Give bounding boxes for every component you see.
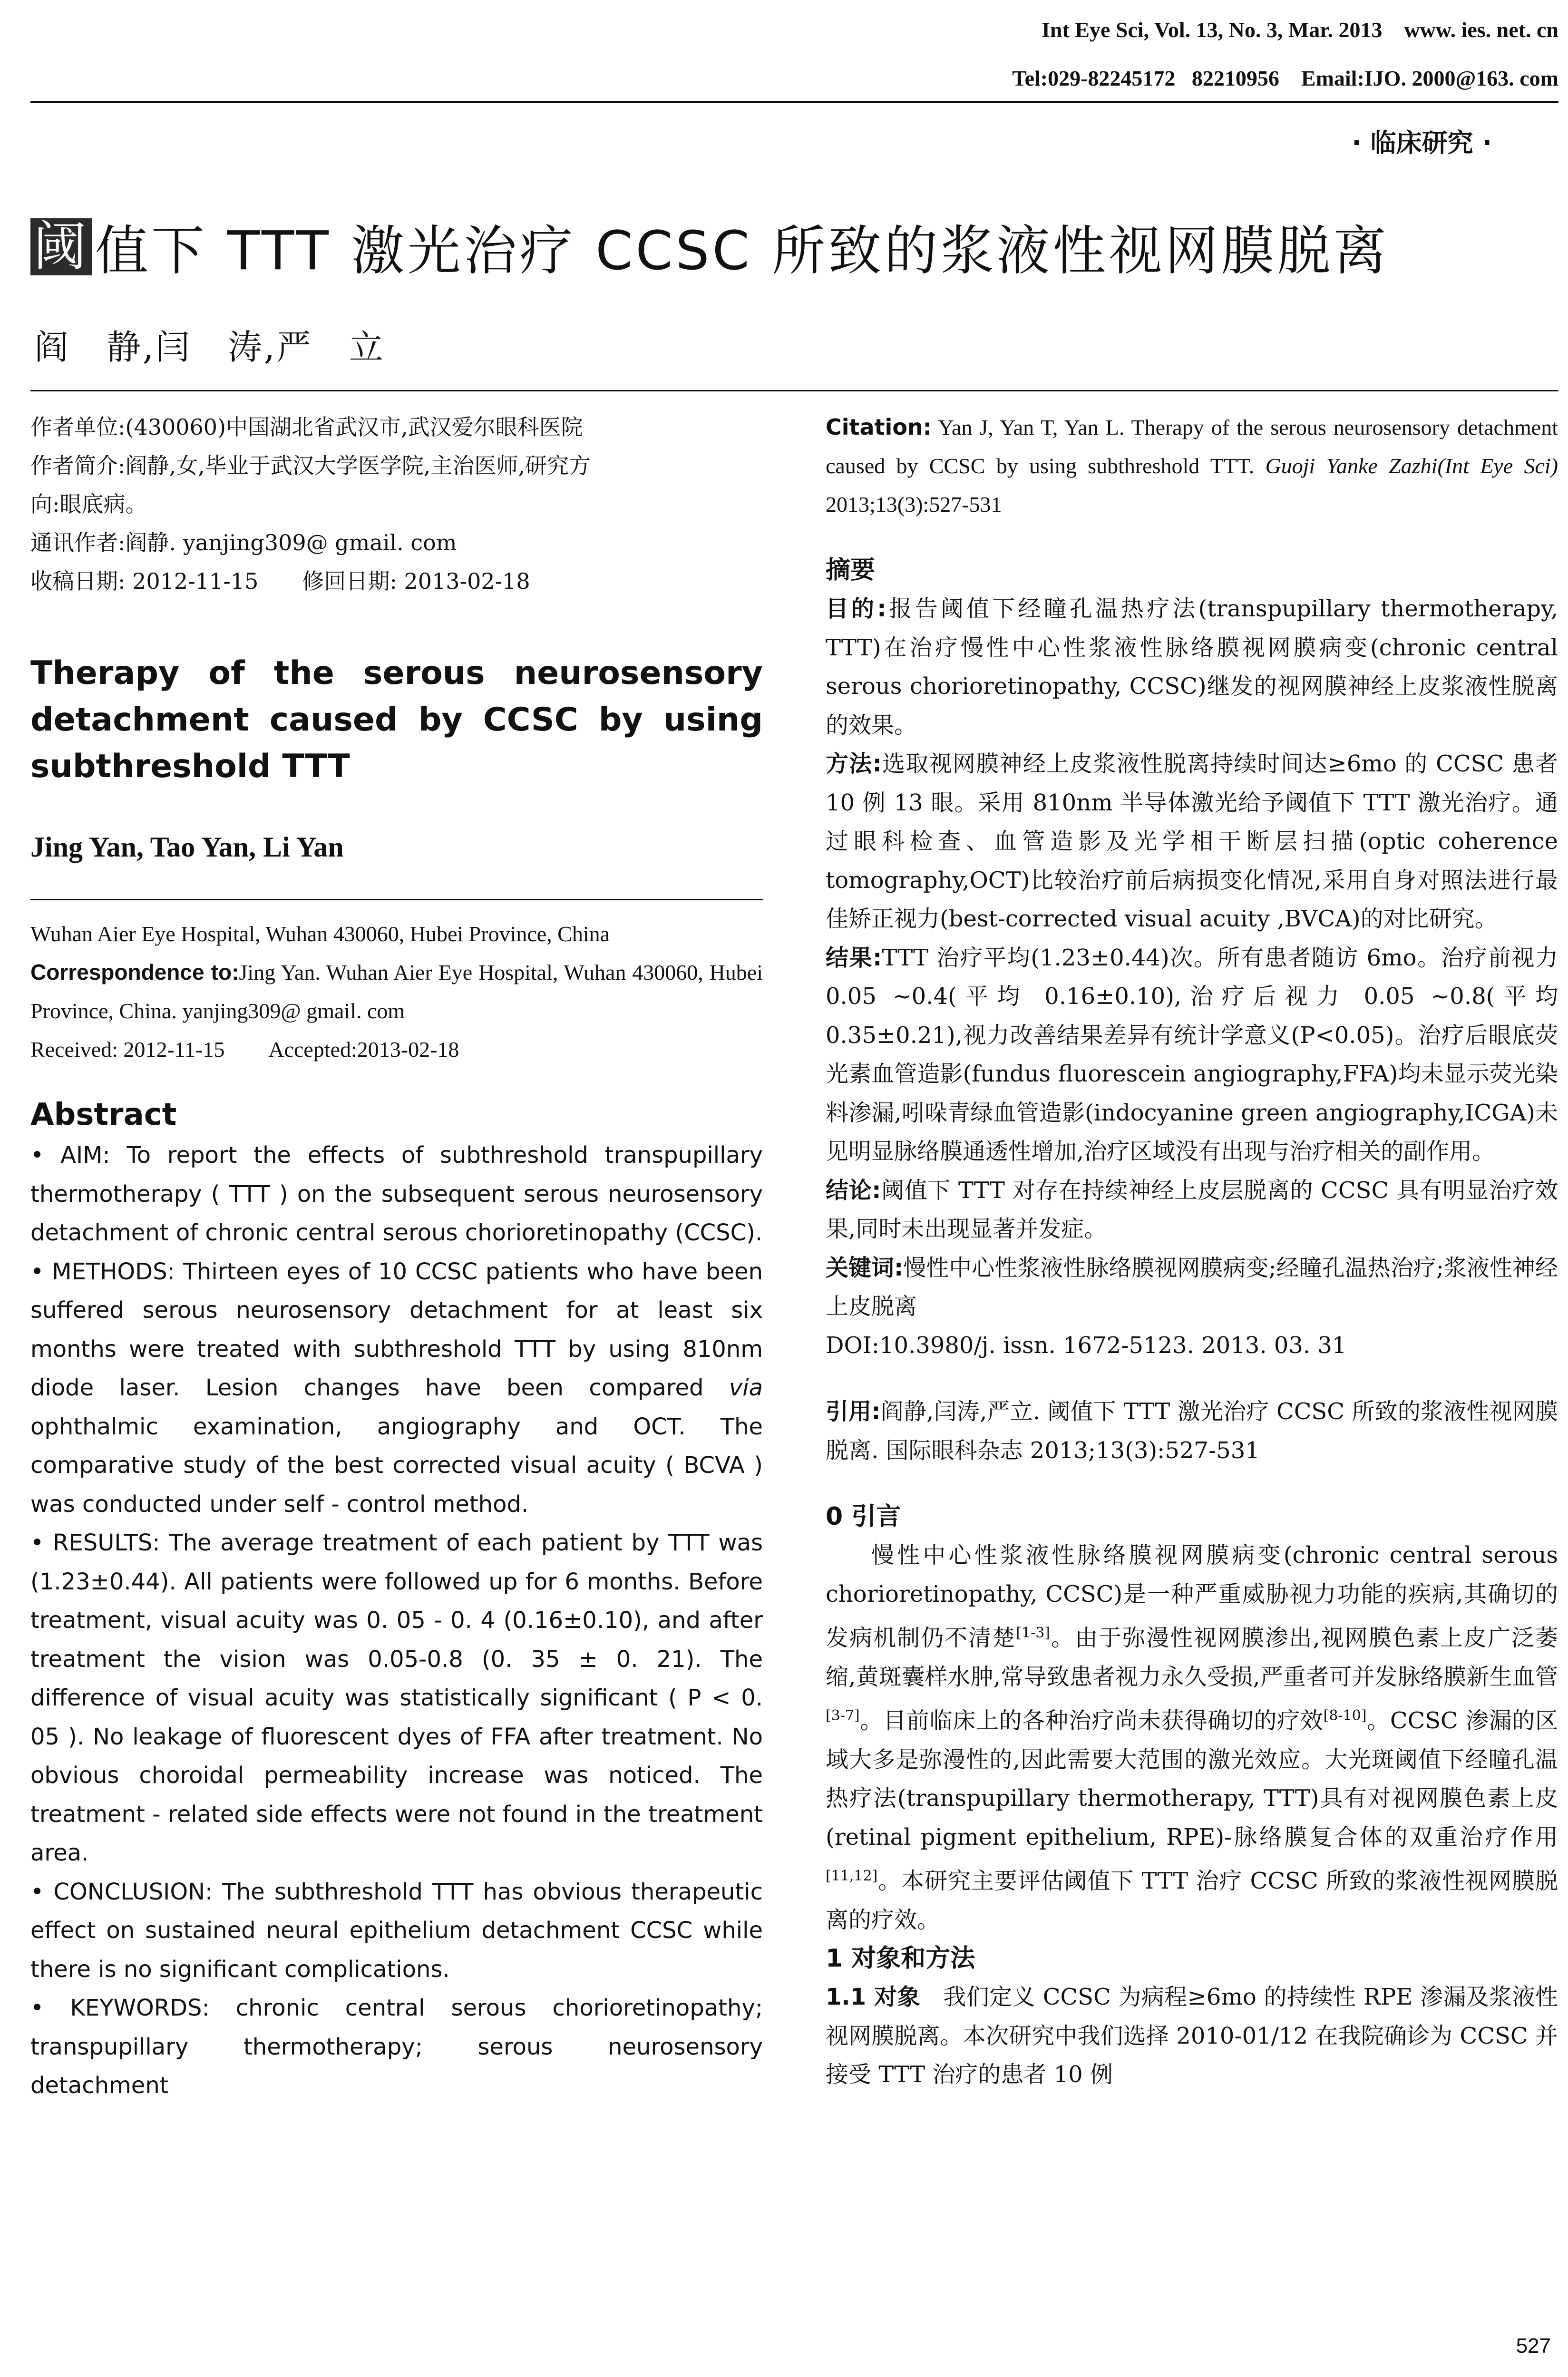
intro-p1d: 。CCSC 渗漏的区域大多是弥漫性的,因此需要大范围的激光效应。大光斑阈值下经瞳孔温热疗法(transpupillary thermotherapy, TTT)具有对视网膜色素上皮(retinal pigment epithelium, RPE)-脉络膜复合体的双重治疗作用 — [826, 1707, 1558, 1851]
methods-sub-text: 我们定义 CCSC 为病程≥6mo 的持续性 RPE 渗漏及浆液性视网膜脱离。本次研究中我们选择 2010-01/12 在我院确诊为 CCSC 并接受 TTT 治疗的患者 10 例 — [826, 1984, 1558, 2088]
journal-header-line2: Tel:029-82245172 82210956 Email:IJO. 2000@163. com — [1012, 66, 1558, 90]
intro-ref3: [8-10] — [1323, 1707, 1367, 1724]
meta-cn-bio-cont: 向:眼底病。 — [30, 491, 147, 517]
title-en: Therapy of the serous neurosensory detachment caused by CCSC by using subthreshold TTT — [30, 654, 763, 785]
abstract-cn-methods — [826, 745, 1558, 939]
meta-cn-correspondence: 通讯作者:阎静. yanjing309@ gmail. com — [30, 530, 457, 555]
abstract-cn-heading: 摘要 — [826, 556, 876, 585]
abstract-cn-keywords-text: 慢性中心性浆液性脉络膜视网膜病变;经瞳孔温热治疗;浆液性神经上皮脱离 — [826, 1254, 1558, 1320]
header-rule — [30, 101, 1558, 103]
correspondence-text: Jing Yan. Wuhan Aier Eye Hospital, Wuhan 430060, Hubei Province, China. yanjing309@ gmail. com — [30, 960, 763, 1023]
authors-rule — [30, 899, 763, 900]
intro-p1e: 。本研究主要评估阈值下 TTT 治疗 CCSC 所致的浆液性视网膜脱离的疗效。 — [826, 1868, 1558, 1933]
abstract-conclusion: • CONCLUSION: The subthreshold TTT has obvious therapeutic effect on sustained neural epithelium detachment CCSC while there is no significant complications. — [30, 1878, 763, 1983]
authors-cn: 阎 静,闫 涛,严 立 — [34, 327, 385, 367]
citation-tail: 2013;13(3):527-531 — [826, 492, 1002, 516]
intro-p1a: 慢性中心性浆液性脉络膜视网膜病变(chronic central serous chorioretinopathy, CCSC)是一种严重威胁视力功能的疾病,其确切的发病机制仍不清楚 — [826, 1542, 1558, 1651]
abstract-cn-aim-text: 报告阈值下经瞳孔温热疗法(transpupillary thermotherapy, TTT)在治疗慢性中心性浆液性脉络膜视网膜病变(chronic central serous chorioretinopathy, CCSC)继发的视网膜神经上皮浆液性脱离的效果。 — [826, 595, 1558, 739]
title-cn-rest: 值下 TTT 激光治疗 CCSC 所致的浆液性视网膜脱离 — [95, 220, 1390, 282]
abstract-methods — [30, 1253, 763, 1524]
abstract-cn-results — [826, 939, 1558, 1171]
journal-header-line1: Int Eye Sci, Vol. 13, No. 3, Mar. 2013 www. ies. net. cn — [1042, 18, 1558, 42]
abstract-cn-conclusion-label: 结论: — [826, 1177, 881, 1204]
abstract-cn-aim-label: 目的: — [826, 595, 886, 622]
meta-cn-dates: 收稿日期: 2012-11-15 修回日期: 2013-02-18 — [30, 568, 530, 594]
abstract-cn-body — [826, 590, 1558, 1365]
citation-cn — [826, 1393, 1558, 1470]
abstract-methods-a: • METHODS: Thirteen eyes of 10 CCSC patients who have been suffered serous neurosensory detachment for at least six months were treated with subthreshold TTT by using 810nm diode laser. Lesion changes have been compared — [30, 1258, 763, 1401]
affiliation-en: Wuhan Aier Eye Hospital, Wuhan 430060, Hubei Province, China — [30, 922, 610, 946]
abstract-results: • RESULTS: The average treatment of each patient by TTT was (1.23±0.44). All patients were followed up for 6 months. Before treatment, visual acuity was 0. 05 - 0. 4 (0.16±0.10), and after treatment the vision was 0.05-0.8 (0. 35 ± 0. 21). The difference of visual acuity was statistically significant ( P < 0. 05 ). No leakage of fluorescent dyes of FFA after treatment. No obvious choroidal permeability increase was noticed. The treatment - related side effects were not found in the treatment area. — [30, 1529, 763, 1866]
title-cn-first-char: 阈 — [30, 218, 92, 275]
intro-body — [826, 1536, 1558, 1939]
intro-heading: 0 引言 — [826, 1502, 901, 1531]
intro-p1c: 。目前临床上的各种治疗尚未获得确切的疗效 — [859, 1707, 1324, 1734]
meta-cn-affiliation: 作者单位:(430060)中国湖北省武汉市,武汉爱尔眼科医院 — [30, 414, 583, 440]
abstract-cn-results-text: TTT 治疗平均(1.23±0.44)次。所有患者随访 6mo。治疗前视力 0.05 ~0.4(平均 0.16±0.10),治疗后视力 0.05 ~0.8(平均 0.35±0.21),视力改善结果差异有统计学意义(P<0.05)。治疗后眼底荧光素血管造影(fundus fluorescein angiography,FFA)均未显示荧光染料渗漏,吲哚青绿血管造影(indocyanine green angiography,ICGA)未见明显脉络膜通透性增加,治疗区域没有出现与治疗相关的副作用。 — [826, 944, 1558, 1165]
meta-cn-bio: 作者简介:阎静,女,毕业于武汉大学医学院,主治医师,研究方 — [30, 453, 591, 478]
correspondence-label: Correspondence to: — [30, 960, 239, 984]
correspondence-en — [30, 953, 763, 1030]
abstract-cn-keywords-label: 关键词: — [826, 1254, 904, 1281]
affiliation-block — [30, 915, 763, 1069]
meta-cn — [30, 408, 763, 601]
intro-ref1: [1-3] — [1016, 1625, 1050, 1641]
methods-body — [826, 1978, 1558, 2094]
abstract-keywords: • KEYWORDS: chronic central serous chorioretinopathy; transpupillary thermotherapy; serous neurosensory detachment — [30, 1995, 763, 2099]
intro-ref2: [3-7] — [826, 1707, 860, 1724]
intro-ref4: [11,12] — [826, 1868, 878, 1884]
title-rule — [30, 390, 1558, 391]
title-cn — [30, 208, 1389, 285]
abstract-cn-results-label: 结果: — [826, 944, 882, 971]
abstract-cn-methods-label: 方法: — [826, 750, 882, 777]
abstract-methods-via: via — [729, 1374, 763, 1401]
authors-en: Jing Yan, Tao Yan, Li Yan — [30, 831, 344, 863]
abstract-cn-keywords — [826, 1249, 1558, 1326]
abstract-body — [30, 1136, 763, 2105]
citation-en — [826, 408, 1558, 524]
abstract-cn-conclusion-text: 阈值下 TTT 对存在持续神经上皮层脱离的 CCSC 具有明显治疗效果,同时未出现显著并发症。 — [826, 1177, 1558, 1242]
citation-journal: Guoji Yanke Zazhi(Int Eye Sci) — [1265, 454, 1558, 478]
abstract-heading: Abstract — [30, 1097, 177, 1132]
citation-text: Yan J, Yan T, Yan L. Therapy of the serous neurosensory detachment caused by CCSC by using subthreshold TTT. — [826, 415, 1558, 478]
abstract-methods-b: ophthalmic examination, angiography and OCT. The comparative study of the best corrected visual acuity ( BCVA ) was conducted under self - control method. — [30, 1413, 763, 1518]
section-tag: · 临床研究 · — [1352, 128, 1492, 158]
citation-cn-text: 阎静,闫涛,严立. 阈值下 TTT 激光治疗 CCSC 所致的浆液性视网膜脱离. 国际眼科杂志 2013;13(3):527-531 — [826, 1398, 1558, 1464]
methods-heading: 1 对象和方法 — [826, 1944, 975, 1973]
intro-p1b: 。由于弥漫性视网膜渗出,视网膜色素上皮广泛萎缩,黄斑囊样水肿,常导致患者视力永久受损,严重者可并发脉络膜新生血管 — [826, 1625, 1558, 1690]
abstract-cn-methods-text: 选取视网膜神经上皮浆液性脱离持续时间达≥6mo 的 CCSC 患者 10 例 13 眼。采用 810nm 半导体激光给予阈值下 TTT 激光治疗。通过眼科检查、血管造影及光学相干断层扫描(optic coherence tomography,OCT)比较治疗前后病损变化情况,采用自身对照法进行最佳矫正视力(best-corrected visual acuity ,BVCA)的对比研究。 — [826, 750, 1558, 932]
citation-cn-label: 引用: — [826, 1398, 881, 1425]
citation-label: Citation: — [826, 414, 932, 440]
page-number: 527 — [1516, 2334, 1551, 2358]
intro-paragraph — [826, 1536, 1558, 1939]
right-column — [826, 408, 1558, 2094]
methods-sub-label: 1.1 对象 — [826, 1984, 920, 2010]
abstract-cn-aim — [826, 590, 1558, 745]
received-en: Received: 2012-11-15 Accepted:2013-02-18 — [30, 1037, 459, 1062]
abstract-cn-conclusion — [826, 1171, 1558, 1249]
left-column — [30, 408, 763, 2105]
abstract-aim: • AIM: To report the effects of subthreshold transpupillary thermotherapy ( TTT ) on the subsequent serous neurosensory detachment of chronic central serous chorioretinopathy (CCSC). — [30, 1142, 763, 1246]
abstract-cn-doi: DOI:10.3980/j. issn. 1672-5123. 2013. 03. 31 — [826, 1332, 1347, 1359]
